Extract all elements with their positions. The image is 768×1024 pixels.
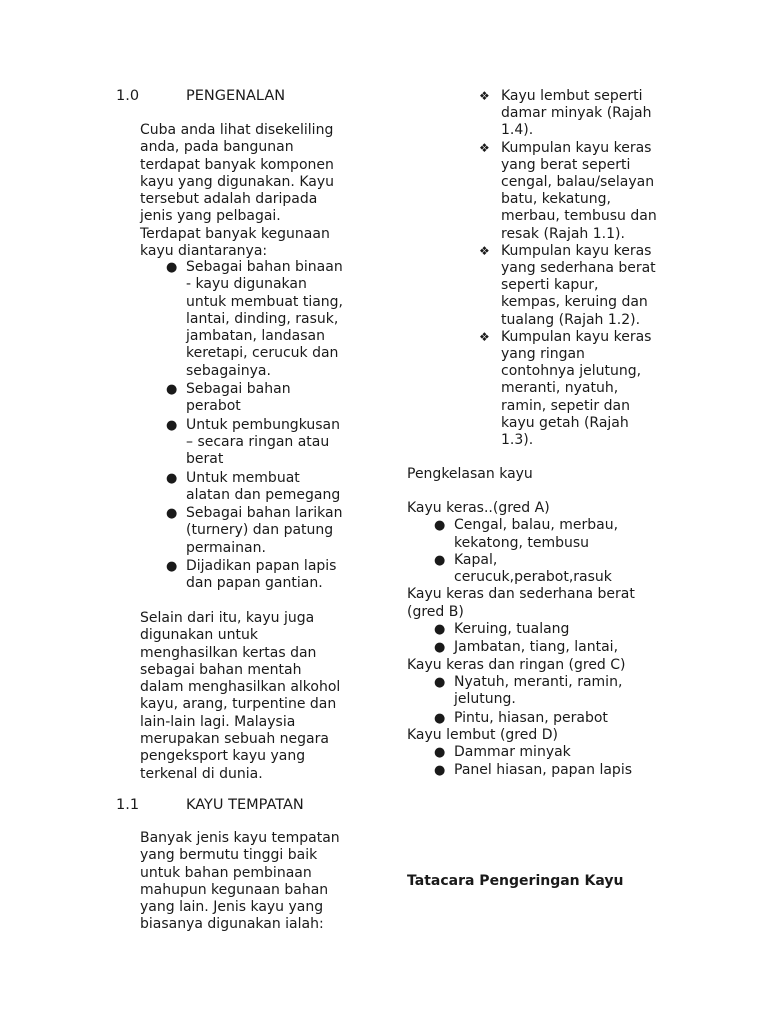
list-item [166, 259, 344, 380]
text-line: (turnery) dan patung [186, 522, 334, 539]
section-title: PENGENALAN [186, 88, 286, 104]
drying-heading: Tatacara Pengeringan Kayu [407, 873, 624, 889]
text-line: yang lain. Jenis kayu yang [140, 899, 324, 916]
bullet-icon: ● [166, 260, 178, 275]
text-line: Panel hiasan, papan lapis [454, 762, 633, 779]
text-line: 1.3). [501, 432, 534, 449]
list-item [479, 242, 657, 329]
text-line: dan papan gantian. [186, 575, 323, 592]
text-line: Nyatuh, meranti, ramin, [454, 673, 623, 690]
text-line: terdapat banyak komponen [140, 156, 334, 173]
text-line: jambatan, landasan [186, 328, 325, 345]
list-item [434, 517, 737, 552]
text-line: sebagainya. [186, 362, 271, 379]
text-line: merbau, tembusu dan [501, 208, 657, 225]
wood-types-list [479, 88, 657, 449]
list-item [166, 469, 343, 505]
list-item [434, 673, 737, 709]
text-line: untuk membuat tiang, [186, 293, 344, 310]
list-item [479, 139, 657, 243]
bullet-icon: ● [434, 622, 446, 638]
text-line: mahupun kegunaan bahan [140, 881, 329, 898]
text-line: anda, pada bangunan [140, 139, 294, 156]
text-line: tualang (Rajah 1.2). [501, 311, 641, 328]
text-line: cengal, balau/selayan [501, 174, 655, 191]
bullet-icon: ● [166, 470, 178, 486]
classification-title [407, 466, 533, 483]
text-line: menghasilkan kertas dan [140, 644, 317, 661]
grade-label: Kayu keras dan ringan (gred C) [407, 656, 626, 673]
bullet-icon: ● [434, 640, 446, 656]
bullet-icon: ● [166, 559, 178, 575]
paragraph-other-uses [140, 610, 340, 783]
text-line: Cengal, balau, merbau, [454, 517, 619, 534]
text-line: terkenal di dunia. [140, 765, 263, 782]
text-line: Untuk membuat [186, 469, 300, 486]
text-line: Pintu, hiasan, perabot [454, 709, 608, 726]
classification-heading: Pengkelasan kayu [407, 466, 533, 482]
drying-section-title [407, 873, 623, 890]
other-uses-text [140, 610, 340, 783]
diamond-bullet-icon: ❖ [479, 329, 490, 344]
text-line: kayu yang digunakan. Kayu [140, 173, 334, 190]
text-line: Sebagai bahan binaan [186, 259, 343, 275]
text-line: batu, kekatung, [501, 191, 611, 208]
text-line: kayu, arang, turpentine dan [140, 696, 337, 713]
list-item [479, 328, 657, 449]
text-line: yang sederhana berat [501, 260, 656, 277]
text-line: Dammar minyak [454, 744, 571, 761]
grade-label: Kayu keras..(gred A) [407, 500, 550, 516]
text-line: jelutung. [454, 691, 516, 708]
text-line: lain-lain lagi. Malaysia [140, 713, 296, 730]
text-line: Selain dari itu, kayu juga [140, 610, 315, 626]
list-item [434, 639, 737, 656]
text-line: contohnya jelutung, [501, 363, 642, 380]
text-line: yang berat seperti [501, 156, 631, 173]
bullet-icon: ● [434, 763, 446, 779]
list-item [166, 558, 343, 593]
section-title: KAYU TEMPATAN [186, 797, 304, 813]
text-line: meranti, nyatuh, [501, 380, 619, 397]
list-item [434, 709, 737, 727]
intro-text [140, 122, 334, 260]
text-line: seperti kapur, [501, 277, 599, 294]
grade-label: Kayu keras dan sederhana berat [407, 586, 635, 603]
bullet-icon: ● [166, 417, 178, 433]
list-item [434, 621, 737, 638]
text-line: kayu diantaranya: [140, 243, 268, 260]
text-line: keretapi, cerucuk dan [186, 345, 339, 362]
uses-list [166, 259, 344, 593]
grade-label: Kayu lembut (gred D) [407, 726, 558, 743]
section-heading-pengenalan [116, 88, 285, 105]
text-line: perabot [186, 398, 241, 415]
text-line: Kapal, [454, 551, 498, 568]
text-line: Banyak jenis kayu tempatan [140, 830, 340, 846]
text-line: merupakan sebuah negara [140, 731, 329, 748]
list-item [434, 744, 737, 761]
bullet-icon: ● [434, 552, 446, 568]
bullet-icon: ● [166, 382, 178, 398]
text-line: dalam menghasilkan alkohol [140, 679, 341, 696]
text-line: yang ringan [501, 346, 585, 363]
text-line: Keruing, tualang [454, 621, 570, 638]
section-number: 1.1 [116, 797, 140, 813]
text-line: pengeksport kayu yang [140, 748, 306, 765]
grade-section [407, 500, 737, 780]
text-line: Terdapat banyak kegunaan [140, 225, 330, 242]
text-line: Sebagai bahan larikan [186, 505, 343, 522]
text-line: Sebagai bahan [186, 381, 291, 398]
intro-paragraph [140, 122, 334, 260]
text-line: digunakan untuk [140, 627, 258, 644]
text-line: Dijadikan papan lapis [186, 558, 337, 575]
text-line: permainan. [186, 539, 266, 556]
local-wood-text [140, 830, 340, 934]
list-item [434, 762, 737, 779]
text-line: kayu getah (Rajah [501, 414, 629, 431]
text-line: jenis yang pelbagai. [140, 208, 281, 225]
text-line: ramin, sepetir dan [501, 397, 630, 414]
text-line: Kumpulan kayu keras [501, 139, 652, 156]
text-line: biasanya digunakan ialah: [140, 916, 324, 933]
diamond-bullet-icon: ❖ [479, 89, 490, 103]
text-line: damar minyak (Rajah [501, 105, 652, 122]
diamond-bullet-icon: ❖ [479, 243, 490, 258]
list-item [479, 88, 657, 140]
text-line: yang bermutu tinggi baik [140, 847, 318, 864]
section-number: 1.0 [116, 88, 140, 104]
text-line: untuk bahan pembinaan [140, 864, 312, 881]
text-line: kekatong, tembusu [454, 534, 590, 551]
text-line: kempas, keruing dan [501, 294, 648, 311]
list-item [166, 416, 343, 469]
text-line: tersebut adalah daripada [140, 191, 318, 208]
text-line: Jambatan, tiang, lantai, [454, 639, 619, 656]
text-line: 1.4). [501, 122, 534, 139]
text-line: Kayu lembut seperti [501, 88, 643, 104]
list-item [166, 505, 343, 557]
text-line: berat [186, 451, 224, 468]
paragraph-local-wood [140, 830, 340, 934]
text-line: alatan dan pemegang [186, 486, 341, 503]
bullet-icon: ● [434, 710, 446, 726]
section-heading-kayu-tempatan [116, 797, 304, 814]
text-line: sebagai bahan mentah [140, 661, 302, 678]
grade-label: (gred B) [407, 603, 464, 620]
text-line: - kayu digunakan [186, 276, 307, 293]
diamond-bullet-icon: ❖ [479, 140, 490, 155]
bullet-icon: ● [166, 506, 178, 522]
text-line: Cuba anda lihat disekeliling [140, 122, 334, 138]
text-line: resak (Rajah 1.1). [501, 225, 625, 242]
text-line: Kumpulan kayu keras [501, 242, 652, 259]
bullet-icon: ● [434, 674, 446, 690]
bullet-icon: ● [434, 745, 446, 761]
text-line: cerucuk,perabot,rasuk [454, 569, 612, 586]
list-item [434, 551, 737, 587]
text-line: Untuk pembungkusan [186, 416, 340, 433]
text-line: Kumpulan kayu keras [501, 328, 652, 345]
bullet-icon: ● [434, 518, 446, 534]
text-line: lantai, dinding, rasuk, [186, 310, 339, 327]
text-line: – secara ringan atau [186, 433, 330, 450]
list-item [166, 381, 343, 416]
